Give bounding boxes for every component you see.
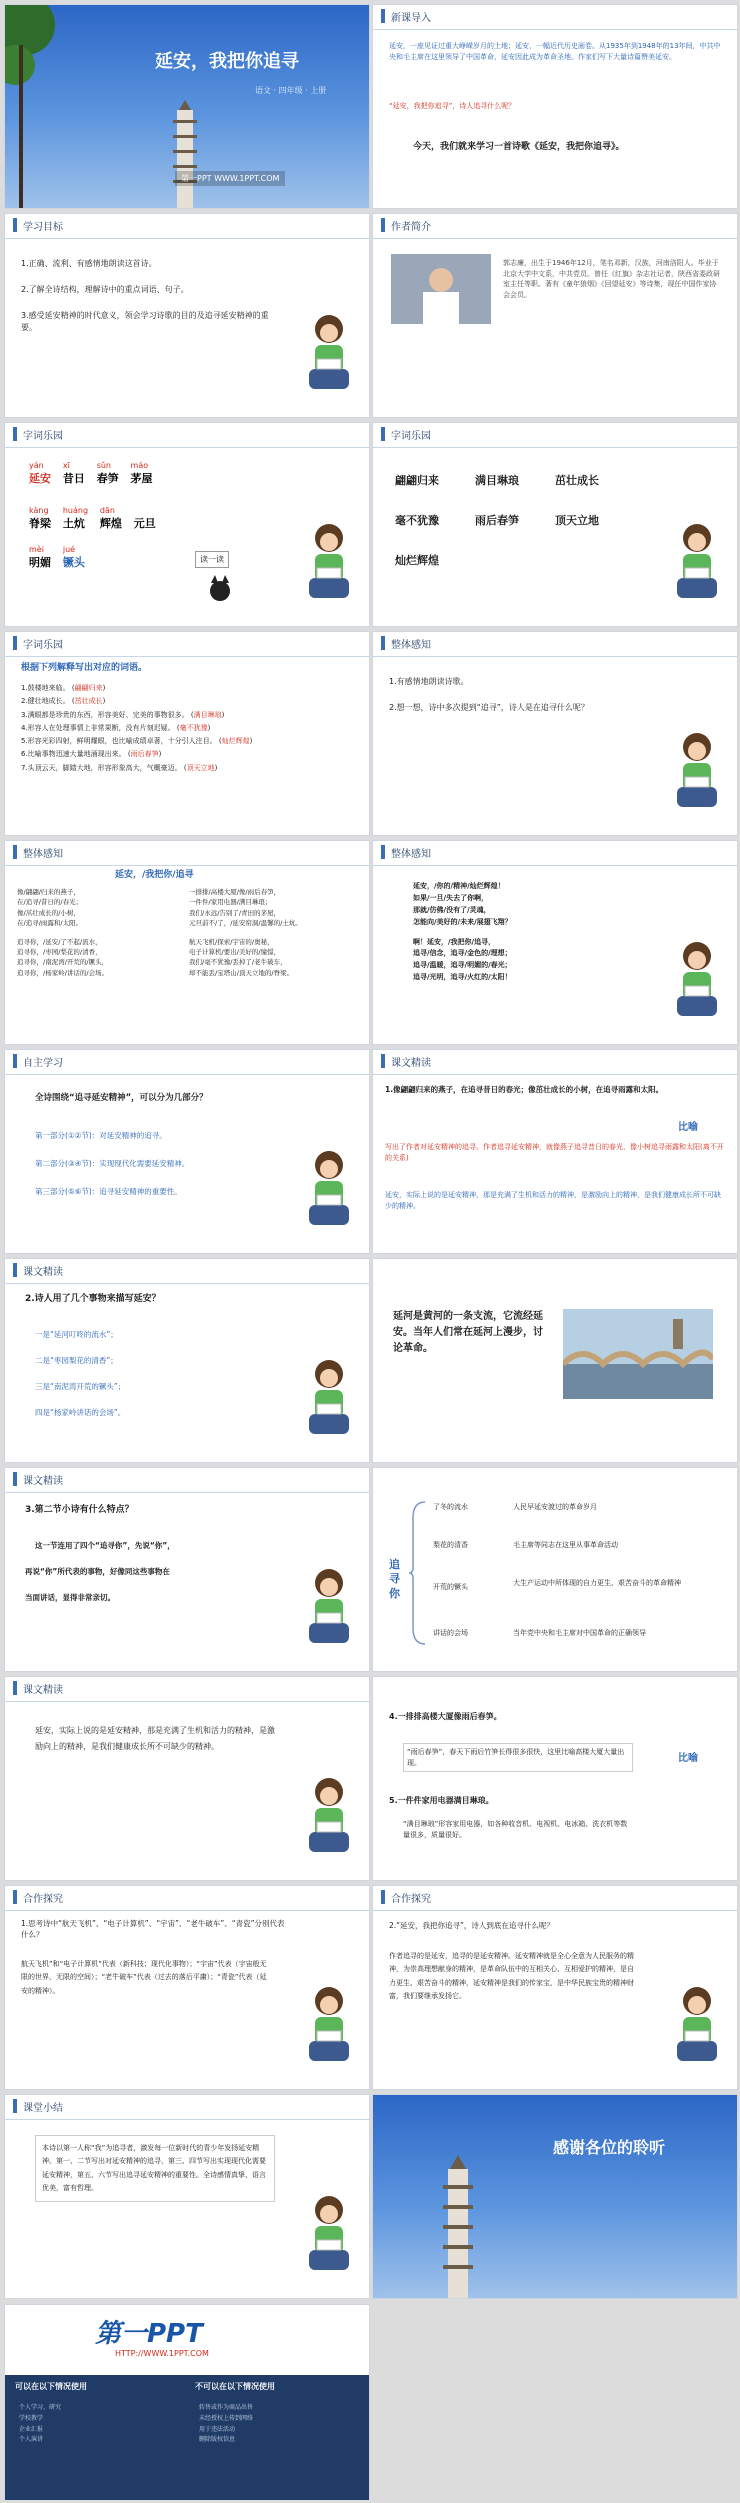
rhetoric-tag: 比喻 <box>678 1753 698 1764</box>
reading-answer: 延安，实际上说的是延安精神，那是充满了生机和活力的精神，是激励向上的精神，是我们健康成长所不可缺少的精神。 <box>35 1726 275 1751</box>
brand-logo: 第一PPT <box>95 2319 203 2349</box>
goal-item: 1.正确、流利、有感情地朗读这首诗。 <box>21 259 157 268</box>
quiz-list <box>21 682 351 775</box>
goal-item: 2.了解全诗结构，理解诗中的重点词语、句子。 <box>21 285 189 294</box>
slide-header <box>5 1050 369 1072</box>
forbidden-list: 转售或作为商品出售 未经授权上传到网络 用于违法活动 删除版权信息 <box>199 2404 254 2444</box>
slide-overview <box>372 631 738 836</box>
slide-cover <box>4 4 370 209</box>
slide-close-reading3 <box>4 1467 370 1672</box>
cover-footer: 第一PPT WWW.1PPT.COM <box>175 171 285 186</box>
slide-header <box>5 1677 369 1699</box>
slide-thanks <box>372 2094 738 2299</box>
reading-girl-icon <box>299 1561 359 1661</box>
goal-item: 3.感受延安精神的时代意义，领会学习诗歌的目的及追寻延安精神的重要。 <box>21 311 269 332</box>
slide-title: 字词乐园 <box>23 430 63 442</box>
reading-girl-icon <box>299 1352 359 1452</box>
slide-header <box>373 423 737 445</box>
coop-question: 1.思考诗中“航天飞机”、“电子计算机”、“宇宙”、“老牛破车”、“青瓷”分别代表什么？ <box>21 1919 285 1940</box>
intro-question: “延安，我把你追寻”，诗人追寻什么呢？ <box>389 102 516 110</box>
reading-answer: 写出了作者对延安精神的追寻。作者追寻延安精神，就像燕子追寻昔日的春光，像小树追寻雨露和太阳(离不开的关系) <box>385 1143 724 1162</box>
reading-girl-icon <box>299 2188 359 2288</box>
reading-question: 1.像翩翩归来的燕子，在追寻昔日的春光；像茁壮成长的小树，在追寻雨露和太阳。 <box>385 1085 664 1094</box>
word-chip: 顶天立地 <box>555 514 599 527</box>
reading-girl-icon <box>299 307 359 407</box>
mindmap-value: 毛主席等同志在这里从事革命活动 <box>513 1541 618 1549</box>
slide-vocab-quiz <box>4 631 370 836</box>
slide-header <box>373 1886 737 1908</box>
reading-answer: “满目琳琅”形容家用电器，如各种收音机、电视机、电冰箱、洗衣机等数量很多，质量很好。 <box>403 1820 628 1839</box>
answer-item: 四是“杨家岭讲话的会场”。 <box>35 1408 126 1417</box>
slide-title: 新课导入 <box>391 12 431 24</box>
mindmap-value: 人民早延安渡过的革命岁月 <box>513 1503 597 1511</box>
task-item: 2.想一想，诗中多次提到“追寻”，诗人是在追寻什么呢？ <box>389 703 589 712</box>
poem-title: 延安，/我把你/追寻 <box>115 870 194 880</box>
allowed-list: 个人学习、研究 学校教学 企业汇报 个人演讲 <box>19 2404 62 2444</box>
slide-header <box>5 423 369 445</box>
answer-item: 二是“枣园梨花的清香”； <box>35 1356 118 1365</box>
author-photo <box>391 254 491 324</box>
slide-header <box>373 841 737 863</box>
word-chip: 茁壮成长 <box>555 474 599 487</box>
slide-title: 合作探究 <box>391 1893 431 1905</box>
slide-header <box>5 841 369 863</box>
author-text: 郭志廉，出生于1946年12月，笔名邓新，汉族，河南洛阳人。毕业于北京大学中文系，中共党员。曾任《红旗》杂志社记者，陕西省委政研室主任等职。著有《童年狼烟》《回望延安》等诗集，现任中国作家协会会员。 <box>503 259 720 299</box>
slide-header <box>373 632 737 654</box>
reading-question: 3.第二节小诗有什么特点？ <box>25 1505 134 1515</box>
reading-girl-icon <box>667 516 727 616</box>
quiz-item: 5.形容光彩四射，鲜明耀眼，也比喻成绩卓著，十分引人注目。 (灿烂辉煌) <box>21 737 253 746</box>
word-chip: 翩翩归来 <box>395 474 439 487</box>
slide-header <box>5 1259 369 1281</box>
quiz-item: 4.形容人在处理事情上非常果断，没有片刻迟疑。 (毫不犹豫) <box>21 723 211 732</box>
allowed-title: 可以在以下情况使用 <box>15 2382 87 2391</box>
coop-answer: 作者追寻的是延安，追寻的是延安精神。延安精神就是全心全意为人民服务的精神，为崇高理想献身的精神，是革命队伍中的互相关心、互相爱护的精神，是自力更生、艰苦奋斗的精神，延安精神是我们的传家宝，是中华民族宝贵的精神财富，我们要继承发扬它。 <box>389 1952 634 2000</box>
word-row: yán 延安 xī 昔日 sǔn 春笋 máo 茅屋 <box>29 461 153 485</box>
reading-question: 4.一排排高楼大厦像雨后春笋。 <box>389 1712 502 1721</box>
slide-coop1 <box>4 1885 370 2090</box>
reading-answer: 延安，实际上说的是延安精神，那是充满了生机和活力的精神，是激励向上的精神，是我们健康成长所不可缺少的精神。 <box>385 1191 721 1210</box>
forbidden-title: 不可以在以下情况使用 <box>195 2382 275 2391</box>
slide-title: 课文精读 <box>23 1266 63 1278</box>
intro-paragraph: 延安，一座见证过重大峥嵘岁月的土地；延安，一幅近代历史画卷。从1935年到1948年的13年间，中共中央和毛主席在这里领导了中国革命，延安因此成为革命圣地。作家们写下大量诗篇赞美延安。 <box>389 42 721 61</box>
slide-yanhe <box>372 1258 738 1463</box>
quiz-item: 7.头顶云天，脚踏大地，形容形象高大，气概豪迈。 (顶天立地) <box>21 763 218 772</box>
study-part: 第二部分(③④节)：实现现代化需要延安精神。 <box>35 1159 190 1168</box>
summary-text: 本诗以第一人称“我”为追寻者，激发每一位新时代的青少年发扬延安精神。第一、二节写出对延安精神的追寻，第三、四节写出实现现代化需要延安精神，第五、六节写出追寻延安精神的重要性。全诗感情真挚，语言优美，富有哲理。 <box>35 2135 275 2202</box>
brand-url: HTTP://WWW.1PPT.COM <box>115 2349 209 2358</box>
slide-author <box>372 213 738 418</box>
slide-intro <box>372 4 738 209</box>
slide-title: 学习目标 <box>23 221 63 233</box>
thanks-sky <box>373 2095 737 2298</box>
reading-question: 2.诗人用了几个事物来描写延安？ <box>25 1294 161 1304</box>
reading-question: 5.一件件家用电器满目琳琅。 <box>389 1796 494 1805</box>
slide-title: 课文精读 <box>391 1057 431 1069</box>
mindmap-value: 当年党中央和毛主席对中国革命的正确领导 <box>513 1629 646 1637</box>
mindmap-root: 追寻你 <box>389 1558 400 1600</box>
study-question: 全诗围绕“追寻延安精神”，可以分为几部分？ <box>35 1093 208 1103</box>
study-part: 第一部分(①②节)：对延安精神的追寻。 <box>35 1131 167 1140</box>
slide-title: 课文精读 <box>23 1475 63 1487</box>
mindmap-value: 大生产运动中所体现的自力更生、艰苦奋斗的革命精神 <box>513 1579 681 1587</box>
reading-answer: 当面讲话，显得非常亲切。 <box>25 1593 115 1602</box>
cover-subtitle: 语文 · 四年级 · 上册 <box>255 86 327 95</box>
slide-close-reading1 <box>372 1049 738 1254</box>
reading-girl-icon <box>667 934 727 1034</box>
poem-left: 像/翩翩/归来的燕子， 在/追寻/昔日的/春光； 像/茁壮成长的/小树， 在/追寻/雨露和/太阳。 追寻你，/延安/了不起/流水， 追寻你，/枣园/梨花的/清香， 追寻你，/南泥湾/开荒的/镢头， 追寻你，/杨家岭/讲话的/会场。 <box>17 888 109 977</box>
slide-header <box>5 214 369 236</box>
slide-close-reading5 <box>372 1676 738 1881</box>
word-chip: 灿烂辉煌 <box>395 554 439 567</box>
reading-girl-icon <box>299 1143 359 1243</box>
slide-header <box>5 2095 369 2117</box>
pagoda-icon <box>165 100 205 209</box>
mindmap-key: 开荒的镢头 <box>433 1583 468 1591</box>
slide-title: 课文精读 <box>23 1684 63 1696</box>
slide-header <box>373 1050 737 1072</box>
reading-girl-icon <box>667 725 727 825</box>
word-chip: 雨后春笋 <box>475 514 519 527</box>
slide-title: 课堂小结 <box>23 2102 63 2114</box>
slide-coop2 <box>372 1885 738 2090</box>
quiz-item: 6.比喻事物迅速大量地涌现出来。 (雨后春笋) <box>21 750 162 759</box>
slide-title: 作者简介 <box>391 221 431 233</box>
answer-item: 三是“南泥湾开荒的镢头”； <box>35 1382 126 1391</box>
slide-close-reading2 <box>4 1258 370 1463</box>
slide-title: 字词乐园 <box>391 430 431 442</box>
reading-girl-icon <box>667 1979 727 2079</box>
slide-close-reading4 <box>4 1676 370 1881</box>
slide-header <box>373 214 737 236</box>
coop-question: 2.“延安，我把你追寻”，诗人到底在追寻什么呢？ <box>389 1921 554 1930</box>
bracket-icon <box>409 1498 429 1648</box>
cover-title: 延安，我把你追寻 <box>155 51 299 72</box>
slide-words1 <box>4 422 370 627</box>
slide-title: 字词乐园 <box>23 639 63 651</box>
slide-header <box>373 5 737 27</box>
slide-title: 自主学习 <box>23 1057 63 1069</box>
reading-girl-icon <box>299 516 359 616</box>
word-chip: 满目琳琅 <box>475 474 519 487</box>
intro-lead: 今天，我们就来学习一首诗歌《延安，我把你追寻》。 <box>413 142 625 152</box>
tree-icon <box>5 5 95 209</box>
slide-poem2 <box>372 840 738 1045</box>
pagoda-icon <box>433 2155 483 2299</box>
mindmap-key: 梨花的清香 <box>433 1541 468 1549</box>
word-row: mèi 明媚 jué 镢头 <box>29 545 85 569</box>
slide-summary <box>4 2094 370 2299</box>
reading-answer: “雨后春笋”，春天下雨后竹笋长得很多很快，这里比喻高楼大厦大量出现。 <box>403 1743 633 1772</box>
reading-answer: 这一节连用了四个“追寻你”，先说“你”， <box>35 1541 175 1550</box>
cat-icon <box>205 573 235 603</box>
slide-header <box>5 1468 369 1490</box>
thanks-text: 感谢各位的聆听 <box>553 2138 666 2157</box>
slide-poem1 <box>4 840 370 1045</box>
quiz-item: 1.鼓楼地来临。 (翩翩归来) <box>21 684 106 692</box>
mindmap-key: 讲话的会场 <box>433 1629 468 1637</box>
reading-girl-icon <box>299 1979 359 2079</box>
slide-goals <box>4 213 370 418</box>
slide-self-study <box>4 1049 370 1254</box>
bridge-photo <box>563 1309 713 1399</box>
slide-header <box>5 1886 369 1908</box>
poem-right: 一排排/高楼大厦/像/雨后春笋， 一件件/家用电器/满目琳琅； 我们/永远/告别了/青田的茅屋， 元旦前不/了，/延安窑洞/温馨的/土炕。 航天飞机/探索/宇宙的/奥秘， 电子计算机/要出/美好的/憧憬， 我们/毫不犹豫/丢掉了/老牛破车， 却不能丢/宝塔山/顶天立地的/脊梁。 <box>189 888 302 977</box>
word-chip: 毫不犹豫 <box>395 514 439 527</box>
slide-mindmap <box>372 1467 738 1672</box>
mindmap-key: 了冬的流水 <box>433 1503 468 1511</box>
slide-words2 <box>372 422 738 627</box>
answer-item: 一是“延河叮咚的流水”； <box>35 1330 118 1339</box>
slide-title: 整体感知 <box>23 848 63 860</box>
quiz-item: 3.满眼都是珍贵的东西，形容美好、完美的事物很多。 (满目琳琅) <box>21 710 225 719</box>
quiz-item: 2.健壮地成长。 (茁壮成长) <box>21 697 106 706</box>
slide-title: 整体感知 <box>391 639 431 651</box>
read-badge: 读一读 <box>195 551 229 568</box>
coop-answer: 航天飞机”和“电子计算机”代表（新科技；现代化事物）；“宇宙”代表（宇宙般无限的世界，无限的空间）；“老牛破车”代表（过去的落后平庸）；“青瓷”代表（延安的精神）。 <box>21 1960 267 1995</box>
study-part: 第三部分(⑤⑥节)：追寻延安精神的重要性。 <box>35 1187 182 1196</box>
poem-lines: 延安，/你的/精神/灿烂辉煌！ 如果/一旦/失去了你啊， 那就/仿佛/没有了/灵魂， 怎能向/美好的/未来/展翅飞翔？ 啊！延安，/我把你/追寻， 追寻/信念，追寻/金色的/理想； 追寻/温暖，追寻/明媚的/春光； 追寻/光明，追寻/火红的/太阳！ <box>413 882 512 982</box>
quiz-title: 根据下列解释写出对应的词语。 <box>21 663 148 673</box>
slide-header <box>5 632 369 654</box>
reading-girl-icon <box>299 1770 359 1870</box>
word-row: kàng 脊梁 huáng 土炕 dān 辉煌 元旦 <box>29 506 156 530</box>
slide-title: 合作探究 <box>23 1893 63 1905</box>
reading-answer: 再说“你”所代表的事物，好像同这些事物在 <box>25 1567 170 1576</box>
brand-footer <box>4 2304 370 2499</box>
slide-title: 整体感知 <box>391 848 431 860</box>
terms-panel <box>5 2375 369 2500</box>
rhetoric-tag: 比喻 <box>678 1122 698 1133</box>
yanhe-text: 延河是黄河的一条支流，它流经延安。当年人们常在延河上漫步，讨论革命。 <box>393 1311 543 1354</box>
task-item: 1.有感情地朗读诗歌。 <box>389 677 469 686</box>
